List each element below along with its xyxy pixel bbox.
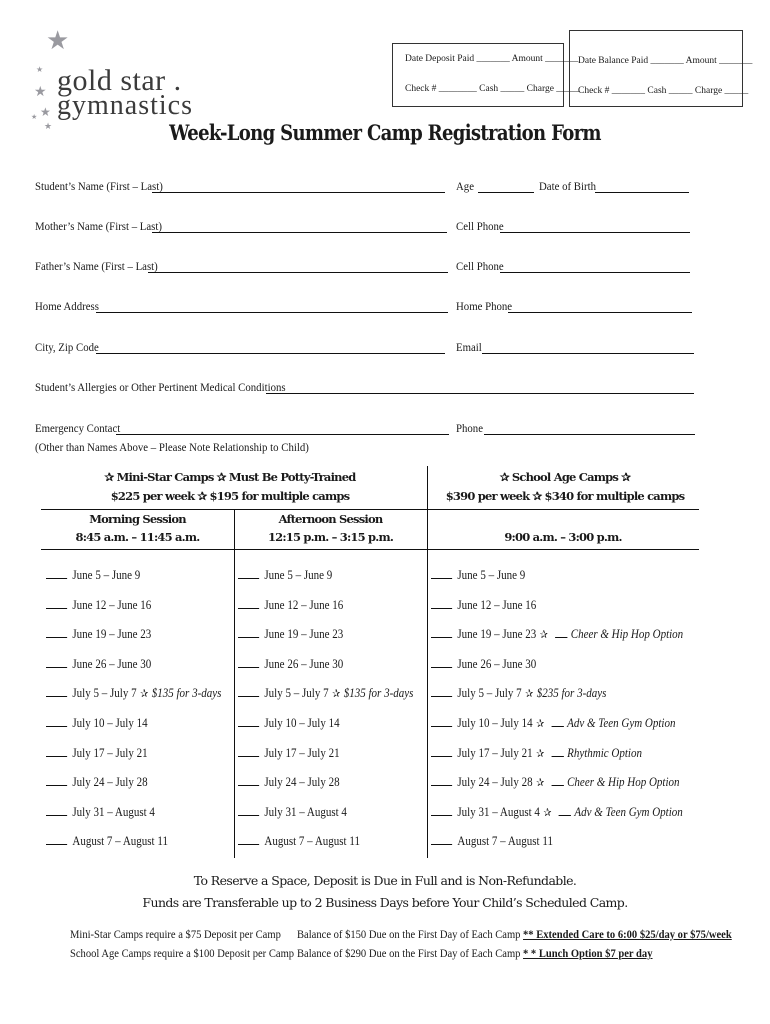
morning-session-time: 8:45 a.m. – 11:45 a.m. <box>75 530 200 544</box>
camp-week-morning[interactable] <box>46 715 148 731</box>
emergency-phone-field[interactable] <box>484 434 695 435</box>
week-label: June 26 – June 30 <box>264 656 344 671</box>
week-checkbox[interactable] <box>46 804 67 816</box>
morning-session-label: Morning Session <box>89 512 186 526</box>
star-icon: ★ <box>44 121 53 131</box>
week-label: August 7 – August 11 <box>457 834 553 849</box>
deposit-row-2: Check # ________ Cash _____ Charge _____ <box>405 84 581 94</box>
home-address-field[interactable] <box>96 312 448 313</box>
week-label: July 17 – July 21 <box>457 745 533 760</box>
week-option-note: $235 for 3-days <box>536 686 607 701</box>
camp-week-school[interactable] <box>431 685 606 701</box>
camp-week-afternoon[interactable] <box>238 745 340 761</box>
week-checkbox[interactable] <box>238 597 259 609</box>
camp-week-afternoon[interactable] <box>238 833 360 849</box>
week-label: June 19 – June 23 <box>457 627 537 642</box>
week-label: July 24 – July 28 <box>264 775 340 790</box>
camp-week-morning[interactable] <box>46 626 151 642</box>
star-icon: ★ <box>36 65 44 74</box>
form-title: Week-Long Summer Camp Registration Form <box>169 120 601 145</box>
mini-star-price: $225 per week ✰ $195 for multiple camps <box>110 489 350 503</box>
city-zip-field[interactable] <box>96 353 445 354</box>
afternoon-session-time: 12:15 p.m. – 3:15 p.m. <box>267 530 394 544</box>
mother-cell-field[interactable] <box>500 232 690 233</box>
camp-week-afternoon[interactable] <box>238 597 343 613</box>
camp-week-afternoon[interactable] <box>238 685 413 701</box>
emergency-contact-field[interactable] <box>116 434 449 435</box>
option-checkbox[interactable] <box>551 774 563 786</box>
week-label: July 10 – July 14 <box>72 716 148 730</box>
star-outline-icon: ✰ <box>536 777 545 790</box>
week-checkbox[interactable] <box>431 656 452 668</box>
week-checkbox[interactable] <box>238 745 259 757</box>
school-age-price: $390 per week ✰ $340 for multiple camps <box>445 489 685 503</box>
mother-name-field[interactable] <box>152 232 447 233</box>
home-address-label: Home Address <box>35 299 99 313</box>
week-label: June 5 – June 9 <box>72 568 141 582</box>
deposit-policy-line-1: To Reserve a Space, Deposit is Due in Full and is Non-Refundable. <box>193 873 577 888</box>
week-label: June 5 – June 9 <box>457 568 526 582</box>
camp-week-afternoon[interactable] <box>238 804 347 820</box>
balance-office-box <box>569 30 753 107</box>
school-age-deposit: School Age Camps require a $100 Deposit per Camp <box>70 946 295 960</box>
week-checkbox[interactable] <box>46 715 67 727</box>
school-age-heading: ✰ School Age Camps ✰ <box>499 470 631 484</box>
week-checkbox[interactable] <box>431 774 452 786</box>
camp-week-afternoon[interactable] <box>238 656 343 672</box>
week-checkbox[interactable] <box>238 833 259 845</box>
week-option-note: $135 for 3-days <box>343 686 414 701</box>
week-label: August 7 – August 11 <box>264 834 360 849</box>
dob-field[interactable] <box>595 192 689 193</box>
star-outline-icon: ✰ <box>525 688 534 701</box>
week-checkbox[interactable] <box>431 685 452 697</box>
week-checkbox[interactable] <box>238 685 259 697</box>
week-option-note: Cheer & Hip Hop Option <box>567 775 680 790</box>
dob-label: Date of Birth <box>539 179 596 193</box>
camp-week-afternoon[interactable] <box>238 567 332 583</box>
camp-week-morning[interactable] <box>46 597 151 613</box>
camp-week-school[interactable] <box>431 656 536 672</box>
camp-week-afternoon[interactable] <box>238 774 340 790</box>
week-label: July 10 – July 14 <box>457 716 533 730</box>
week-option-note: Adv & Teen Gym Option <box>574 804 683 819</box>
home-phone-label: Home Phone <box>456 299 513 313</box>
camp-week-morning[interactable] <box>46 685 221 701</box>
star-outline-icon: ✰ <box>539 629 548 642</box>
student-name-label: Student’s Name (First – Last) <box>35 179 163 193</box>
father-name-label: Father’s Name (First – Last) <box>35 259 158 273</box>
week-label: July 24 – July 28 <box>72 775 148 790</box>
table-divider-sessions <box>234 510 235 858</box>
father-cell-label: Cell Phone <box>456 259 504 273</box>
age-field[interactable] <box>478 192 534 193</box>
extended-care-note: ** Extended Care to 6:00 $25/day or $75/week <box>523 927 732 941</box>
week-checkbox[interactable] <box>431 567 452 579</box>
email-field[interactable] <box>482 353 694 354</box>
week-checkbox[interactable] <box>431 804 452 816</box>
week-checkbox[interactable] <box>238 774 259 786</box>
email-label: Email <box>456 340 482 354</box>
logo-line-1: gold star . <box>57 64 182 97</box>
week-label: July 5 – July 7 <box>72 686 137 701</box>
lunch-option-note: * * Lunch Option $7 per day <box>523 946 653 960</box>
age-label: Age <box>456 179 474 193</box>
afternoon-session-label: Afternoon Session <box>278 512 383 526</box>
week-label: July 24 – July 28 <box>457 775 533 790</box>
week-checkbox[interactable] <box>238 715 259 727</box>
week-label: June 19 – June 23 <box>72 627 152 642</box>
logo-line-2: gymnastics <box>57 90 193 121</box>
week-label: July 5 – July 7 <box>457 686 522 701</box>
star-outline-icon: ✰ <box>536 747 545 760</box>
week-checkbox[interactable] <box>431 833 452 845</box>
option-checkbox[interactable] <box>559 804 571 816</box>
mini-star-balance: Balance of $150 Due on the First Day of Each Camp <box>297 927 521 941</box>
mini-star-heading: ✰ Mini-Star Camps ✰ Must Be Potty-Trained <box>104 470 356 484</box>
week-label: July 31 – August 4 <box>264 804 347 819</box>
week-checkbox[interactable] <box>46 656 67 668</box>
week-checkbox[interactable] <box>431 715 452 727</box>
camp-week-morning[interactable] <box>46 774 148 790</box>
emergency-contact-label: Emergency Contact <box>35 421 121 435</box>
camp-week-afternoon[interactable] <box>238 626 343 642</box>
week-label: June 26 – June 30 <box>457 656 537 671</box>
balance-row-1: Date Balance Paid _______ Amount _______ <box>578 56 753 66</box>
week-option-note: Cheer & Hip Hop Option <box>570 627 684 642</box>
star-icon: ★ <box>40 105 51 119</box>
week-label: June 26 – June 30 <box>72 656 152 671</box>
camp-week-school[interactable] <box>431 567 525 583</box>
week-label: June 12 – June 16 <box>72 597 152 612</box>
mother-cell-label: Cell Phone <box>456 219 504 233</box>
week-label: June 12 – June 16 <box>264 597 344 612</box>
table-divider-main <box>427 466 428 858</box>
camp-week-school[interactable] <box>431 833 553 849</box>
week-option-note: $135 for 3-days <box>151 686 222 701</box>
week-checkbox[interactable] <box>431 745 452 757</box>
balance-row-2: Check # _______ Cash _____ Charge _____ <box>578 86 749 96</box>
mini-star-deposit: Mini-Star Camps require a $75 Deposit per Camp <box>70 927 281 941</box>
deposit-office-box <box>392 43 581 107</box>
week-label: June 19 – June 23 <box>264 627 344 642</box>
star-outline-icon: ✰ <box>332 688 341 701</box>
camp-week-morning[interactable] <box>46 656 151 672</box>
camp-week-morning[interactable] <box>46 745 148 761</box>
option-checkbox[interactable] <box>551 715 563 727</box>
father-cell-field[interactable] <box>500 272 690 273</box>
week-label: July 31 – August 4 <box>457 804 540 819</box>
week-checkbox[interactable] <box>238 626 259 638</box>
week-label: July 5 – July 7 <box>264 686 329 701</box>
option-checkbox[interactable] <box>551 745 563 757</box>
camp-week-school[interactable] <box>431 597 536 613</box>
deposit-row-1: Date Deposit Paid _______ Amount _______ <box>405 54 579 64</box>
week-checkbox[interactable] <box>46 745 67 757</box>
emergency-note: (Other than Names Above – Please Note Relationship to Child) <box>35 440 309 454</box>
star-outline-icon: ✰ <box>536 718 545 730</box>
deposit-policy-line-2: Funds are Transferable up to 2 Business Days before Your Child’s Scheduled Camp. <box>142 895 628 910</box>
week-label: August 7 – August 11 <box>72 834 168 849</box>
week-checkbox[interactable] <box>238 804 259 816</box>
week-checkbox[interactable] <box>238 656 259 668</box>
camp-week-school[interactable] <box>431 774 680 790</box>
week-checkbox[interactable] <box>46 597 67 609</box>
student-name-field[interactable] <box>152 192 445 193</box>
camp-week-school[interactable] <box>431 804 683 820</box>
week-checkbox[interactable] <box>46 567 67 579</box>
week-label: July 17 – July 21 <box>72 745 148 760</box>
camp-week-morning[interactable] <box>46 833 168 849</box>
star-icon: ★ <box>46 26 70 55</box>
star-icon: ★ <box>34 85 47 100</box>
mother-name-label: Mother’s Name (First – Last) <box>35 219 162 233</box>
week-checkbox[interactable] <box>46 685 67 697</box>
star-outline-icon: ✰ <box>543 806 552 819</box>
father-name-field[interactable] <box>148 272 448 273</box>
home-phone-field[interactable] <box>508 312 692 313</box>
week-checkbox[interactable] <box>238 567 259 579</box>
camp-week-school[interactable] <box>431 626 683 642</box>
table-body-rule <box>41 549 699 550</box>
week-label: July 31 – August 4 <box>72 804 155 819</box>
week-label: June 12 – June 16 <box>457 597 537 612</box>
week-label: July 10 – July 14 <box>264 716 340 730</box>
allergies-field[interactable] <box>266 393 694 394</box>
camp-week-afternoon[interactable] <box>238 715 340 731</box>
camp-week-morning[interactable] <box>46 567 140 583</box>
week-checkbox[interactable] <box>431 626 452 638</box>
week-label: June 5 – June 9 <box>264 568 333 582</box>
camp-week-school[interactable] <box>431 715 675 731</box>
week-option-note: Rhythmic Option <box>567 745 642 760</box>
week-checkbox[interactable] <box>46 774 67 786</box>
allergies-label: Student’s Allergies or Other Pertinent Medical Conditions <box>35 380 286 394</box>
camp-week-morning[interactable] <box>46 804 155 820</box>
option-checkbox[interactable] <box>555 626 567 638</box>
school-age-balance: Balance of $290 Due on the First Day of Each Camp <box>297 946 521 960</box>
week-checkbox[interactable] <box>46 833 67 845</box>
table-header-rule <box>41 509 699 510</box>
emergency-phone-label: Phone <box>456 421 483 435</box>
star-outline-icon: ✰ <box>140 688 149 701</box>
star-icon: ★ <box>31 113 38 121</box>
school-session-time: 9:00 a.m. – 3:00 p.m. <box>504 530 622 544</box>
week-checkbox[interactable] <box>431 597 452 609</box>
city-zip-label: City, Zip Code <box>35 340 99 354</box>
camp-week-school[interactable] <box>431 745 642 761</box>
week-option-note: Adv & Teen Gym Option <box>567 716 676 730</box>
week-label: July 17 – July 21 <box>264 745 340 760</box>
week-checkbox[interactable] <box>46 626 67 638</box>
